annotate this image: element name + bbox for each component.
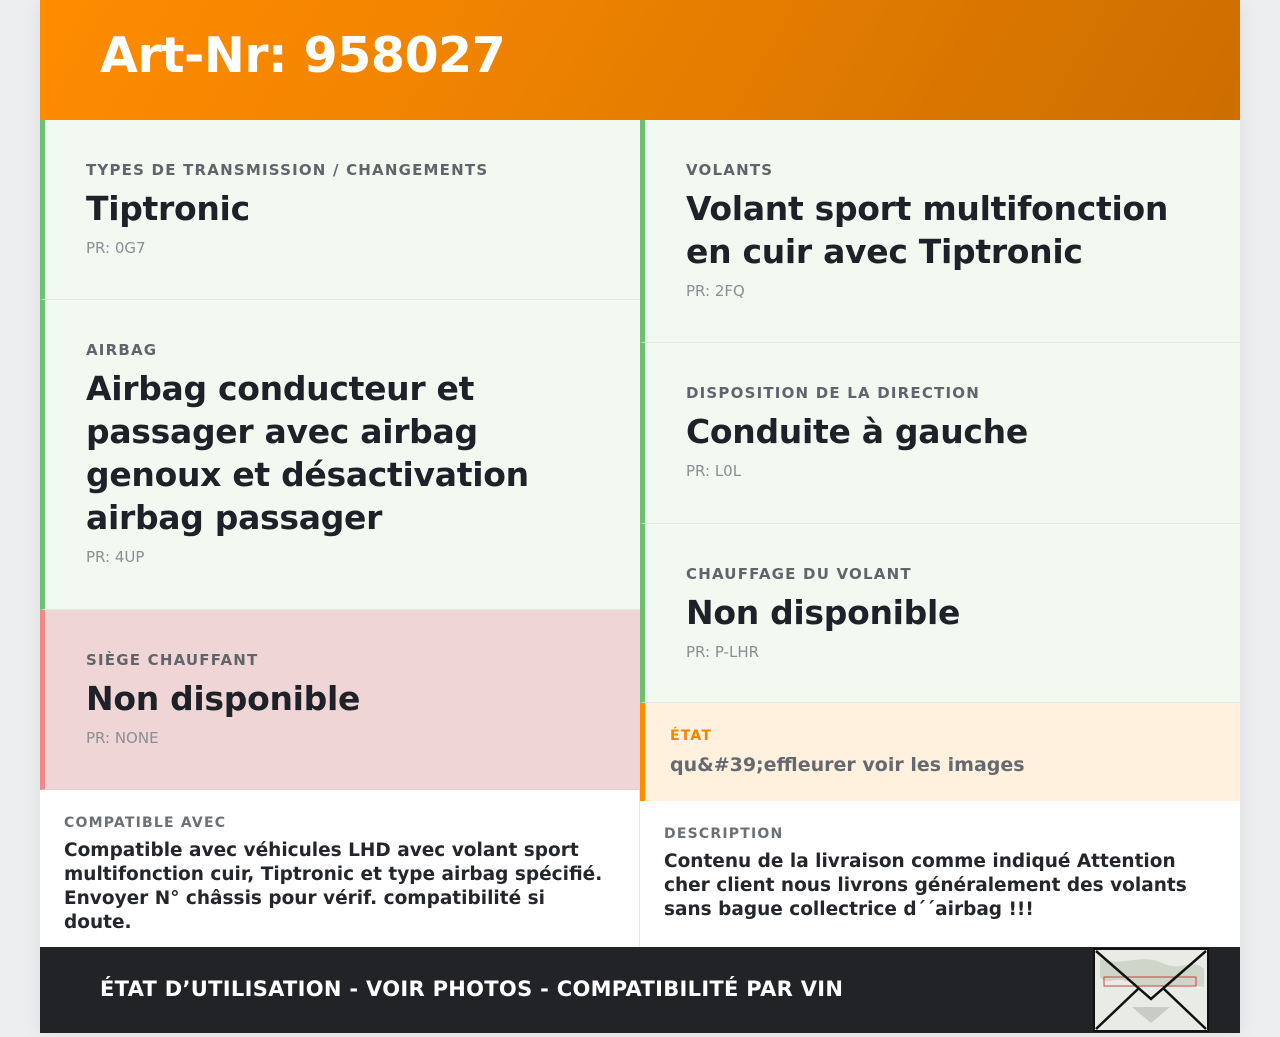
spec-card-airbag (40, 300, 640, 610)
spec-code: PR: P-LHR (686, 643, 760, 661)
spec-code: PR: L0L (686, 462, 742, 480)
spec-value: Airbag conducteur et passager avec airbag genoux et désactivation airbag passager (86, 369, 529, 537)
description-section (640, 801, 1240, 947)
header-banner (40, 0, 1240, 120)
spec-code: PR: 2FQ (686, 282, 745, 300)
condition-value: qu&#39;effleurer voir les images (670, 754, 1025, 776)
footer-banner (40, 947, 1240, 1033)
spec-label: AIRBAG (86, 341, 158, 359)
spec-code: PR: 0G7 (86, 239, 146, 257)
description-label: DESCRIPTION (664, 826, 784, 842)
spec-label: CHAUFFAGE DU VOLANT (686, 565, 912, 583)
compatible-label: COMPATIBLE AVEC (64, 815, 227, 831)
spec-label: DISPOSITION DE LA DIRECTION (686, 384, 980, 402)
compatible-text: Compatible avec véhicules LHD avec volant sport multifonction cuir, Tiptronic et type airbag spécifié. Envoyer N° châssis pour vérif. compatibilité si doute. (64, 840, 603, 933)
envelope-stamp-icon (1092, 947, 1210, 1033)
spec-label: TYPES DE TRANSMISSION / CHANGEMENTS (86, 161, 489, 179)
spec-label: SIÈGE CHAUFFANT (86, 651, 259, 669)
product-sheet (40, 0, 1240, 1033)
spec-value: Volant sport multifonction en cuir avec Tiptronic (686, 189, 1169, 271)
condition-section (640, 703, 1240, 801)
spec-value: Non disponible (686, 593, 961, 632)
spec-value: Conduite à gauche (686, 412, 1028, 451)
spec-label: VOLANTS (686, 161, 774, 179)
spec-value: Non disponible (86, 679, 361, 718)
spec-card-steering-wheel (640, 120, 1240, 343)
spec-code: PR: NONE (86, 729, 159, 747)
spec-card-steering-layout (640, 343, 1240, 524)
condition-label: ÉTAT (670, 728, 713, 744)
spec-card-wheel-heating (640, 524, 1240, 703)
spec-card-transmission (40, 120, 640, 300)
spec-value: Tiptronic (86, 189, 250, 228)
page-title: Art-Nr: 958027 (100, 27, 506, 84)
description-text: Contenu de la livraison comme indiqué Attention cher client nous livrons généralement des volants sans bague collectrice d´´airbag !!! (664, 851, 1187, 920)
footer-text: ÉTAT D’UTILISATION - VOIR PHOTOS - COMPATIBILITÉ PAR VIN (100, 977, 844, 1001)
column-divider (639, 790, 640, 947)
spec-card-heated-seat (40, 610, 640, 790)
spec-code: PR: 4UP (86, 548, 145, 566)
compatible-section (40, 790, 640, 947)
